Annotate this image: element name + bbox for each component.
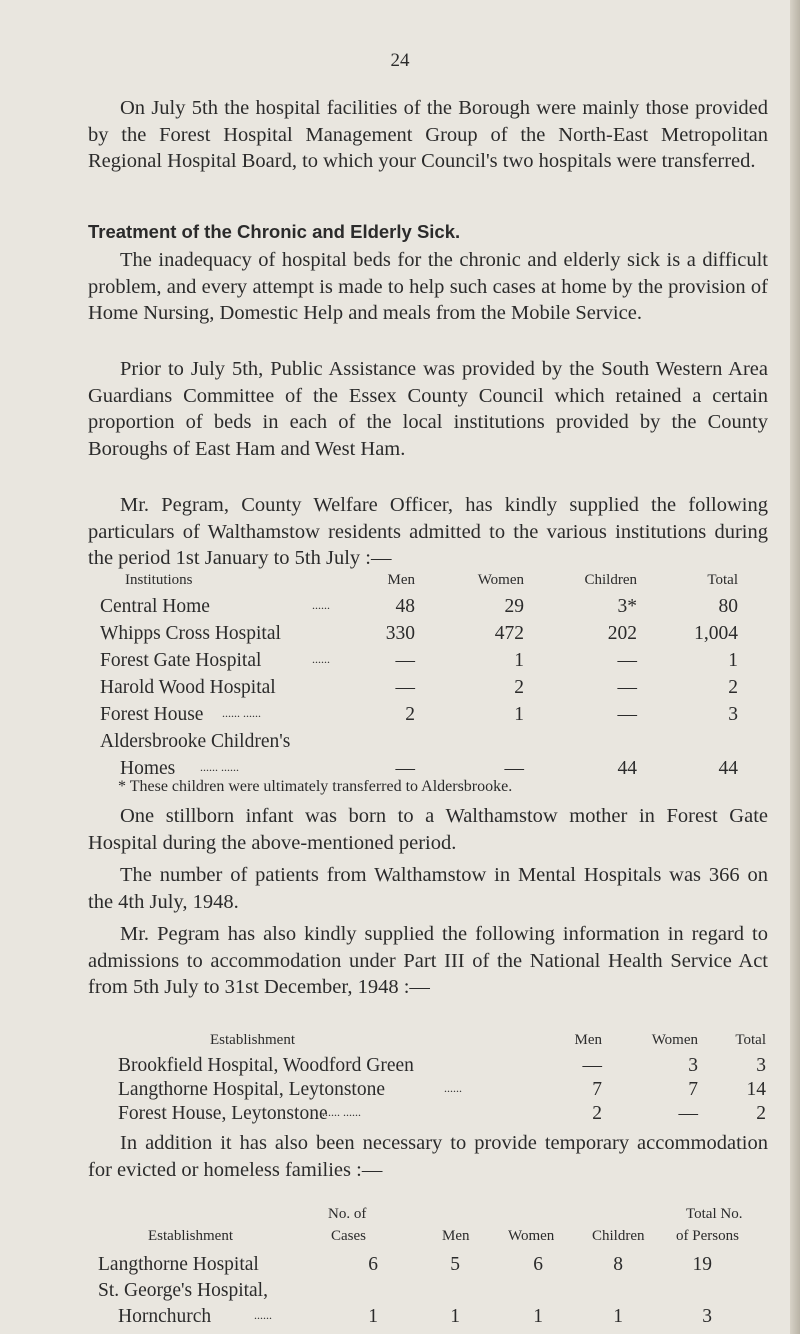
column-header-children: Children [584,572,637,588]
row-label: Forest Gate Hospital [100,650,262,671]
cell-children: 1 [613,1306,623,1327]
column-header-institutions: Institutions [125,572,193,588]
paragraph-pegram-intro: Mr. Pegram, County Welfare Officer, has kindly supplied the following particulars of Walthamstow residents admitted to the various institutions during the period 1st January to 5th July :— [88,494,768,569]
cell-women: — [678,1103,698,1124]
cell-total: 3 [702,1306,712,1327]
cell-women: 29 [504,596,524,617]
row-label: Central Home [100,596,210,617]
cell-total: 80 [718,596,738,617]
paragraph-inadequacy: The inadequacy of hospital beds for the chronic and elderly sick is a difficult problem, and every attempt is made to help such cases at home by the provision of Home Nursing, Domestic Help and meals from the Mobile Service. [88,249,768,324]
cell-total: 3 [728,704,738,725]
cell-men: 48 [395,596,415,617]
column-header-women: Women [508,1228,555,1244]
cell-total: 44 [718,758,738,779]
cell-men: — [395,677,415,698]
column-header-men: Men [574,1032,602,1048]
column-header-men: Men [387,572,415,588]
row-label: Langthorne Hospital [98,1254,259,1275]
row-label: St. George's Hospital, [98,1280,268,1301]
cell-men: 2 [405,704,415,725]
cell-men: — [582,1055,602,1076]
cell-women: 1 [514,704,524,725]
cell-women: 1 [533,1306,543,1327]
column-header-total: Total [707,572,738,588]
column-header-women: Women [477,572,524,588]
paragraph-part-iii: Mr. Pegram has also kindly supplied the following information in regard to admissions to accommodation under Part III of the National Health Service Act from 5th July to 31st December, 1948 :— [88,923,768,998]
cell-men: 2 [592,1103,602,1124]
paragraph-hospital-facilities: On July 5th the hospital facilities of the Borough were mainly those provided by the Forest Hospital Management Group of the North-East Metropolitan Regional Hospital Board, to which your Council's two hospitals were transferred. [88,97,768,172]
cell-total: 2 [728,677,738,698]
cell-children: 8 [613,1254,623,1275]
cell-men: 1 [450,1306,460,1327]
cell-men: 5 [450,1254,460,1275]
column-header-total: Total [735,1032,766,1048]
leader-dots: ...... [312,652,330,666]
cell-women: 472 [494,623,524,644]
homeless-families-table [0,1206,800,1326]
cell-cases: 6 [368,1254,378,1275]
row-label: Harold Wood Hospital [100,677,276,698]
cell-men: — [395,650,415,671]
admissions-table [0,1032,800,1132]
section-heading: Treatment of the Chronic and Elderly Sick. [88,221,461,242]
column-header-cases: Cases [331,1228,366,1244]
row-label: Aldersbrooke Children's [100,731,291,752]
cell-total: 2 [756,1103,766,1124]
cell-children: — [617,704,637,725]
cell-women: 3 [688,1055,698,1076]
cell-women: 1 [514,650,524,671]
cell-children: — [617,650,637,671]
cell-cases: 1 [368,1306,378,1327]
paragraph-public-assistance: Prior to July 5th, Public Assistance was provided by the South Western Area Guardians Committee of the Essex County Council which retained a certain proportion of beds in each of the local institutions provided by the County Boroughs of East Ham and West Ham. [88,358,768,460]
leader-dots: ...... [444,1081,462,1095]
column-header-children: Children [592,1228,645,1244]
cell-children: 44 [617,758,637,779]
leader-dots: ...... ...... [322,1105,361,1119]
column-header-no-of: No. of [328,1206,367,1222]
cell-women: — [504,758,524,779]
paragraph-mental-hospitals: The number of patients from Walthamstow in Mental Hospitals was 366 on the 4th July, 1948. [88,864,768,913]
cell-men: 330 [385,623,415,644]
leader-dots: ...... ...... [222,706,261,720]
row-label: Hornchurch [118,1306,212,1327]
paragraph-stillborn: One stillborn infant was born to a Walthamstow mother in Forest Gate Hospital during the above-mentioned period. [88,805,768,854]
cell-women: 7 [688,1079,698,1100]
row-label: Langthorne Hospital, Leytonstone [118,1079,385,1100]
cell-men: 7 [592,1079,602,1100]
cell-children: 202 [607,623,637,644]
cell-total: 1,004 [694,623,738,644]
column-header-establishment: Establishment [148,1228,233,1244]
cell-total: 1 [728,650,738,671]
column-header-total-no: Total No. [686,1206,743,1222]
row-label: Whipps Cross Hospital [100,623,281,644]
column-header-of-persons: of Persons [676,1228,739,1244]
row-label: Forest House [100,704,204,725]
cell-total: 3 [756,1055,766,1076]
cell-children: 3* [617,596,637,617]
cell-total: 19 [692,1254,712,1275]
leader-dots: ...... ...... [200,760,239,774]
cell-total: 14 [746,1079,766,1100]
row-label: Forest House, Leytonstone [118,1103,328,1124]
institutions-table [0,572,800,782]
cell-women: 6 [533,1254,543,1275]
column-header-women: Women [651,1032,698,1048]
leader-dots: ...... [254,1308,272,1322]
row-label: Brookfield Hospital, Woodford Green [118,1055,414,1076]
leader-dots: ...... [312,598,330,612]
paragraph-temporary-accommodation: In addition it has also been necessary to provide temporary accommodation for evicted or homeless families :— [88,1132,768,1181]
cell-women: 2 [514,677,524,698]
cell-children: — [617,677,637,698]
column-header-establishment: Establishment [210,1032,295,1048]
column-header-men: Men [442,1228,470,1244]
table-footnote: * These children were ultimately transferred to Aldersbrooke. [118,778,513,795]
page-number: 24 [390,50,410,71]
row-label: Homes [120,758,176,779]
cell-men: — [395,758,415,779]
